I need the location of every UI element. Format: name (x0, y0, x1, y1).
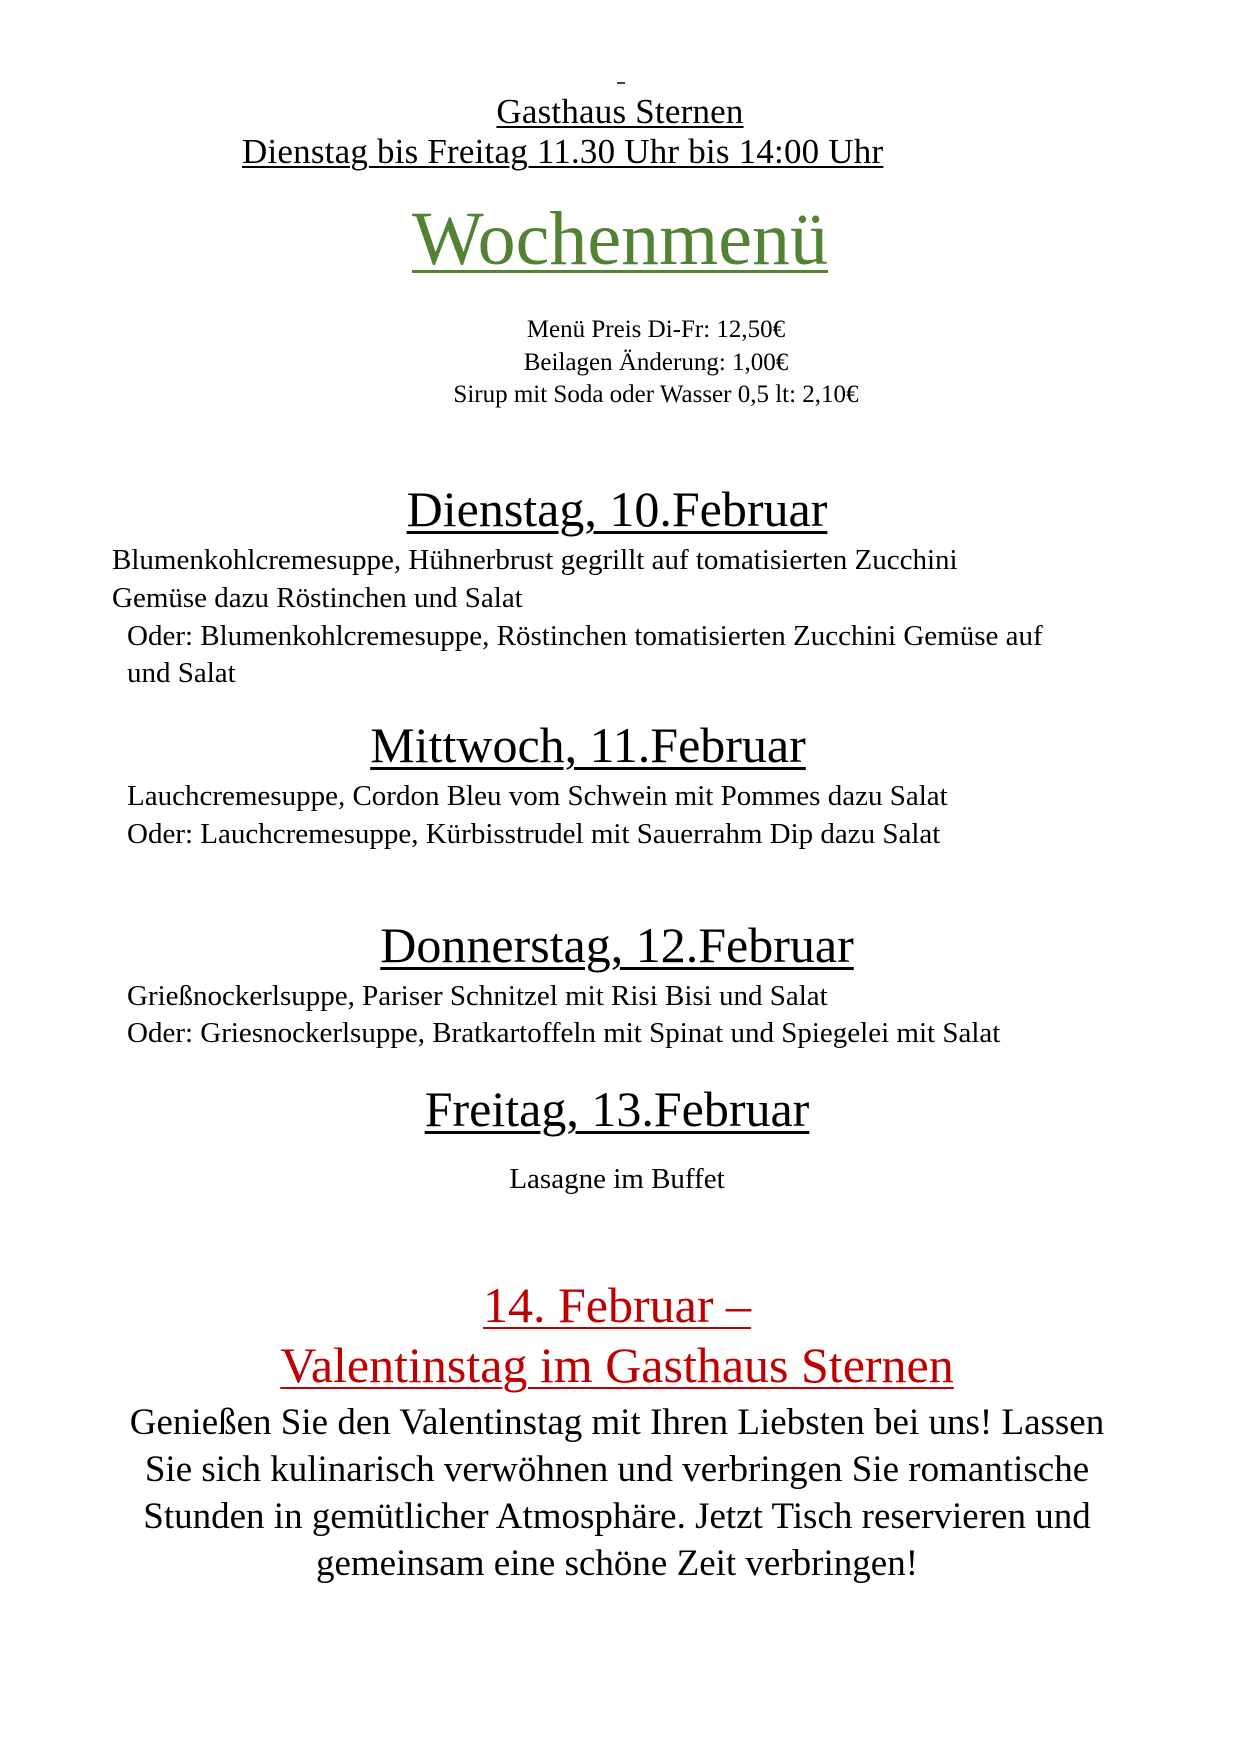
valentine-title: Valentinstag im Gasthaus Sternen (280, 1337, 954, 1393)
dish-line: Lauchcremesuppe, Cordon Bleu vom Schwein mit Pommes dazu Salat (127, 780, 948, 812)
day-heading-friday: Freitag, 13.Februar (424, 1081, 810, 1137)
side-change-price: Beilagen Änderung: 1,00€ (523, 349, 789, 376)
valentine-text-line: Sie sich kulinarisch verwöhnen und verbringen Sie romantische (144, 1449, 1090, 1490)
menu-price: Menü Preis Di-Fr: 12,50€ (526, 316, 786, 343)
header-mark (617, 82, 625, 84)
dish-line: Oder: Griesnockerlsuppe, Bratkartoffeln mit Spinat und Spiegelei mit Salat (127, 1017, 1001, 1049)
syrup-price: Sirup mit Soda oder Wasser 0,5 lt: 2,10€ (453, 381, 859, 408)
dish-line: Grießnockerlsuppe, Pariser Schnitzel mit Risi Bisi und Salat (127, 980, 828, 1012)
dish-line: Lasagne im Buffet (509, 1163, 725, 1195)
valentine-date: 14. Februar – (483, 1277, 751, 1333)
dish-line: Oder: Blumenkohlcremesuppe, Röstinchen tomatisierten Zucchini Gemüse auf (127, 620, 1043, 652)
valentine-text-line: Genießen Sie den Valentinstag mit Ihren Liebsten bei uns! Lassen (129, 1402, 1105, 1443)
page-title: Wochenmenü (412, 197, 828, 281)
dish-line: Gemüse dazu Röstinchen und Salat (112, 582, 523, 614)
opening-hours: Dienstag bis Freitag 11.30 Uhr bis 14:00 Uhr (242, 132, 884, 171)
dish-line: und Salat (127, 657, 236, 689)
valentine-text-line: gemeinsam eine schöne Zeit verbringen! (315, 1543, 919, 1584)
dish-line: Oder: Lauchcremesuppe, Kürbisstrudel mit Sauerrahm Dip dazu Salat (127, 818, 941, 850)
dish-line: Blumenkohlcremesuppe, Hühnerbrust gegrillt auf tomatisierten Zucchini (112, 544, 958, 576)
restaurant-name: Gasthaus Sternen (496, 92, 744, 131)
day-heading-tuesday: Dienstag, 10.Februar (406, 481, 828, 537)
valentine-text-line: Stunden in gemütlicher Atmosphäre. Jetzt Tisch reservieren und (143, 1496, 1091, 1537)
day-heading-wednesday: Mittwoch, 11.Februar (370, 717, 806, 773)
day-heading-thursday: Donnerstag, 12.Februar (380, 917, 854, 973)
